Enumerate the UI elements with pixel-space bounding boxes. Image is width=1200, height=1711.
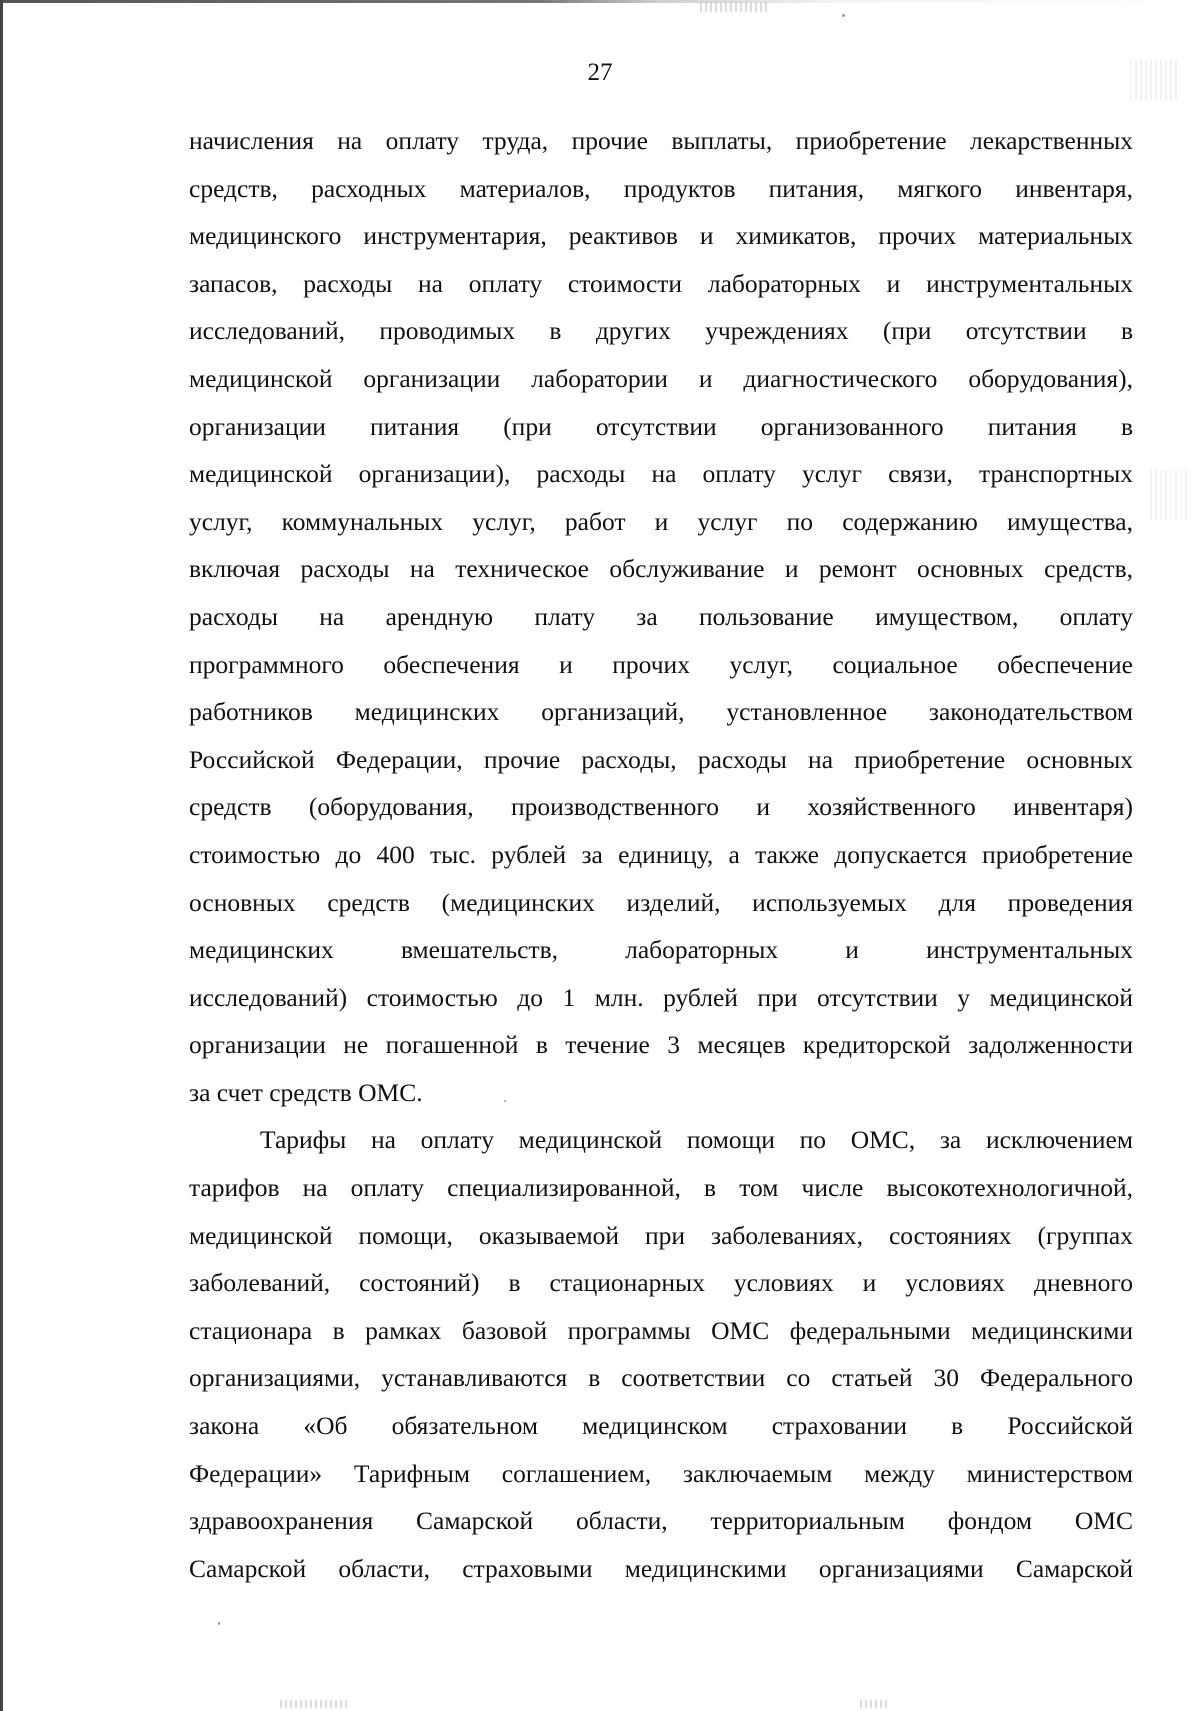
text-line: расходы на арендную плату за пользование имуществом, оплату (189, 601, 1133, 631)
text-line: программного обеспечения и прочих услуг, социальное обеспечение (189, 649, 1133, 679)
scan-noise (860, 1700, 890, 1708)
text-line: Федерации» Тарифным соглашением, заключаемым между министерством (189, 1458, 1133, 1488)
text-line: заболеваний, состояний) в стационарных условиях и условиях дневного (189, 1268, 1133, 1298)
text-line: организациями, устанавливаются в соответствии со статьей 30 Федерального (189, 1363, 1133, 1393)
scan-speck (218, 1622, 220, 1625)
text-line: средств (оборудования, производственного и хозяйственного инвентаря) (189, 792, 1133, 822)
text-line: Самарской области, страховыми медицинскими организациями Самарской (189, 1553, 1133, 1583)
text-line: организации питания (при отсутствии организованного питания в (189, 411, 1133, 441)
text-line: Тарифы на оплату медицинской помощи по ОМС, за исключением (260, 1125, 1133, 1155)
scan-noise (1150, 470, 1190, 520)
scan-speck (842, 14, 845, 17)
paragraph (189, 117, 1133, 1116)
page-number: 27 (587, 59, 613, 86)
text-line: организации не погашенной в течение 3 месяцев кредиторской задолженности (189, 1030, 1133, 1060)
text-line: включая расходы на техническое обслуживание и ремонт основных средств, (189, 554, 1133, 584)
text-line: Российской Федерации, прочие расходы, расходы на приобретение основных (189, 744, 1133, 774)
scan-noise (700, 2, 770, 12)
text-line: медицинских вмешательств, лабораторных и инструментальных (189, 935, 1133, 965)
text-line: работников медицинских организаций, установленное законодательством (189, 697, 1133, 727)
text-line: исследований) стоимостью до 1 млн. рублей при отсутствии у медицинской (189, 982, 1133, 1012)
scan-noise (280, 1700, 350, 1708)
text-line: исследований, проводимых в других учреждениях (при отсутствии в (189, 316, 1133, 346)
text-line: здравоохранения Самарской области, территориальным фондом ОМС (189, 1506, 1133, 1536)
text-line: закона «Об обязательном медицинском страховании в Российской (189, 1411, 1133, 1441)
text-line: запасов, расходы на оплату стоимости лабораторных и инструментальных (189, 268, 1133, 298)
text-line: основных средств (медицинских изделий, используемых для проведения (189, 887, 1133, 917)
text-line: начисления на оплату труда, прочие выплаты, приобретение лекарственных (189, 126, 1133, 155)
scan-edge-left (0, 0, 3, 1711)
text-line: средств, расходных материалов, продуктов питания, мягкого инвентаря, (189, 173, 1133, 203)
text-line: медицинской организации лаборатории и диагностического оборудования), (189, 363, 1133, 393)
text-line: услуг, коммунальных услуг, работ и услуг по содержанию имущества, (189, 506, 1133, 536)
text-line: тарифов на оплату специализированной, в том числе высокотехнологичной, (189, 1173, 1133, 1203)
text-line: медицинской организации), расходы на оплату услуг связи, транспортных (189, 459, 1133, 489)
text-line: медицинского инструментария, реактивов и химикатов, прочих материальных (189, 221, 1133, 251)
scan-edge-top (0, 0, 1200, 3)
text-line: медицинской помощи, оказываемой при заболеваниях, состояниях (группах (189, 1220, 1133, 1250)
body-text (189, 117, 1133, 1592)
paragraph (189, 1116, 1133, 1592)
text-line: за счет средств ОМС. (189, 1077, 423, 1107)
text-line: стоимостью до 400 тыс. рублей за единицу, а также допускается приобретение (189, 839, 1133, 869)
text-line: стационара в рамках базовой программы ОМС федеральными медицинскими (189, 1315, 1133, 1345)
